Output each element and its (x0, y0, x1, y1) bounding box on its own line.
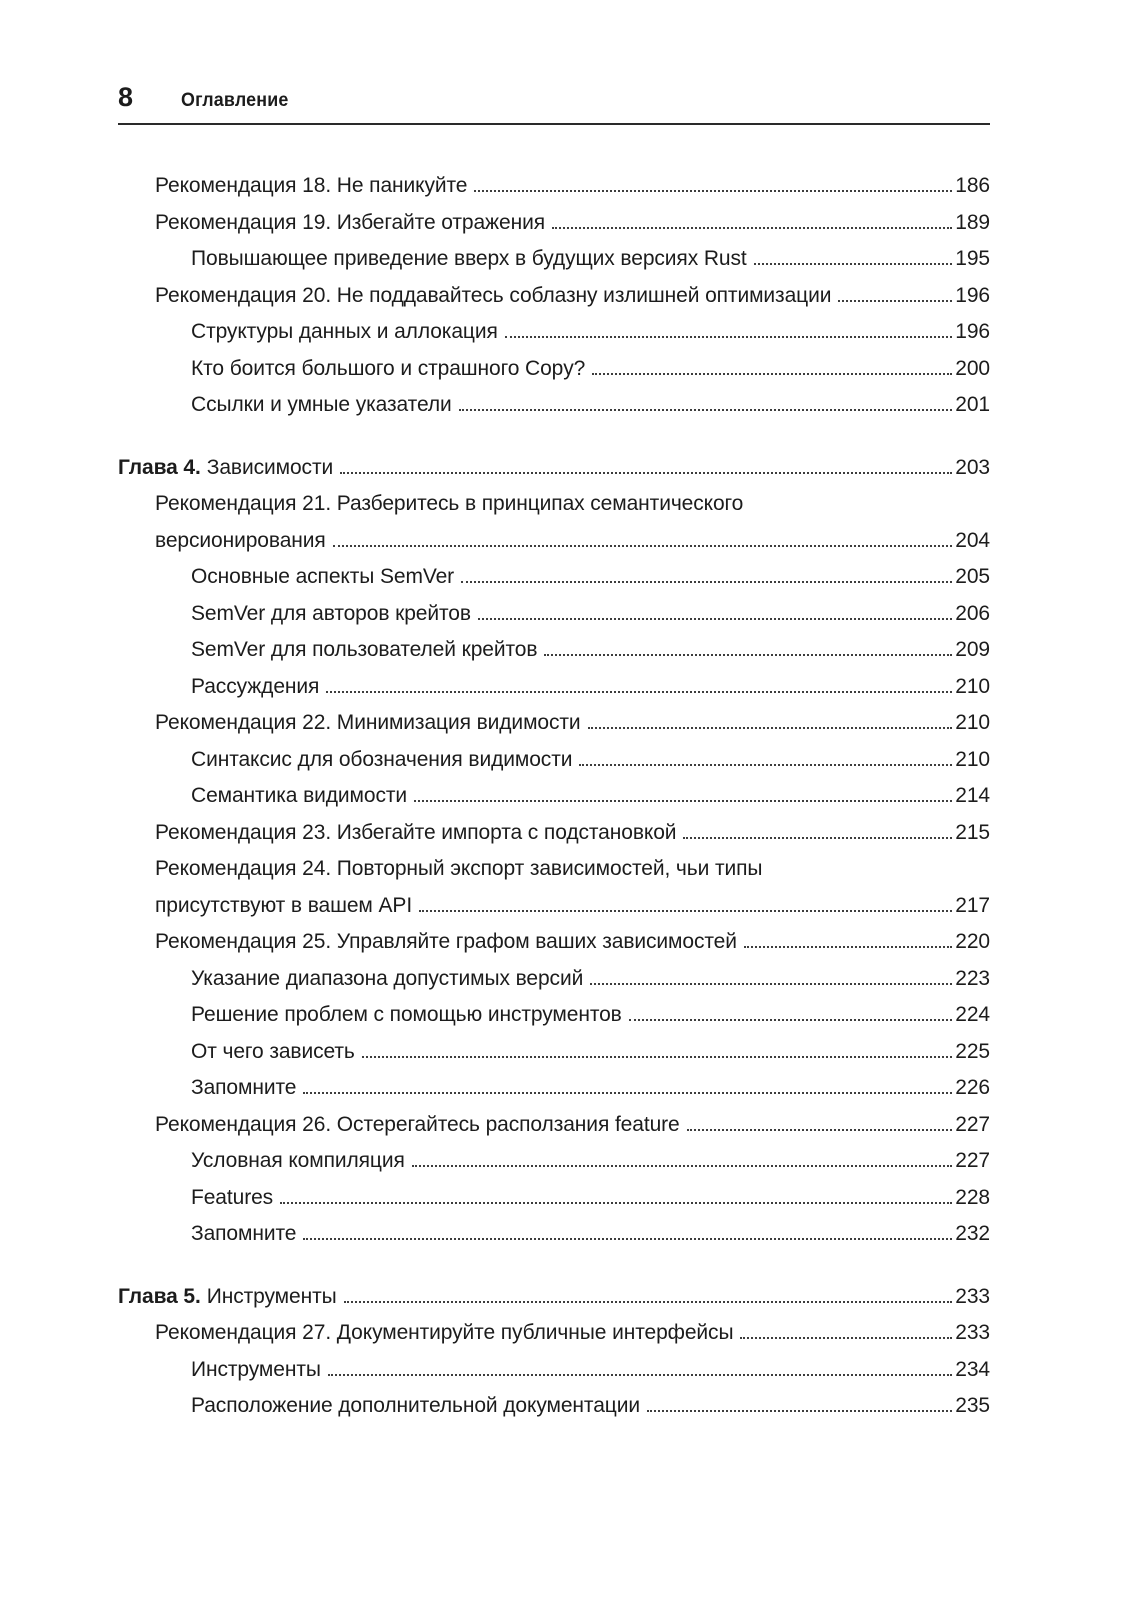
entry-page-number: 235 (955, 1394, 990, 1417)
entry-title-first-line: Рекомендация 24. Повторный экспорт зависимостей, чьи типы (155, 857, 763, 880)
toc-chapter-entry (118, 450, 990, 487)
entry-page-number: 210 (955, 711, 990, 734)
entry-title: Повышающее приведение вверх в будущих версиях Rust (191, 247, 747, 270)
entry-page-number: 233 (955, 1321, 990, 1344)
dotted-leader (579, 764, 952, 766)
toc-entry (118, 1143, 990, 1180)
toc-entry-line (191, 387, 990, 424)
dotted-leader (629, 1019, 953, 1021)
entry-title: Инструменты (191, 1357, 321, 1381)
toc-entry (118, 1352, 990, 1389)
entry-title: Инструменты (206, 1284, 337, 1308)
entry-page-number: 224 (955, 1003, 990, 1026)
dotted-leader (326, 691, 952, 693)
entry-page-number: 220 (955, 930, 990, 953)
dotted-leader (328, 1374, 952, 1376)
toc-entry (118, 596, 990, 633)
toc-entry (118, 486, 990, 559)
entry-title: присутствуют в вашем API (155, 893, 413, 917)
toc-entry (118, 851, 990, 924)
entry-title: Зависимости (206, 455, 334, 479)
dotted-leader (544, 654, 952, 656)
toc-entry-line (191, 1216, 990, 1253)
toc-entry (118, 278, 990, 315)
toc-entry-line (155, 523, 990, 560)
dotted-leader (592, 373, 952, 375)
toc-entry-line (191, 997, 990, 1034)
entry-title-first-line: Рекомендация 21. Разберитесь в принципах семантического (155, 492, 744, 515)
toc-entry (118, 705, 990, 742)
entry-page-number: 189 (955, 210, 990, 234)
dotted-leader (340, 472, 952, 474)
toc-entry-line (191, 559, 990, 596)
entry-title: От чего зависеть (191, 1039, 355, 1063)
toc-entry-line (191, 669, 990, 706)
entry-title: Кто боится большого и страшного Copy? (191, 356, 586, 380)
toc-entry (118, 742, 990, 779)
chapter-label: Глава 4. (118, 455, 201, 479)
folio-page-number: 8 (118, 82, 134, 112)
toc-entry (118, 1388, 990, 1425)
toc-entry-line (191, 241, 990, 278)
toc-entry-line (155, 278, 990, 315)
toc-entry-line (155, 205, 990, 242)
chapter-label: Глава 5. (118, 1284, 201, 1308)
entry-title: Features (191, 1185, 274, 1209)
entry-page-number: 215 (955, 820, 990, 844)
entry-page-number: 210 (955, 674, 990, 698)
entry-page-number: 209 (955, 638, 990, 661)
dotted-leader (552, 227, 952, 229)
entry-title: Расположение дополнительной документации (191, 1394, 640, 1417)
toc-entry (118, 1180, 990, 1217)
dotted-leader (280, 1202, 952, 1204)
dotted-leader (333, 545, 953, 547)
dotted-leader (412, 1165, 953, 1167)
toc-entry (118, 205, 990, 242)
toc-entry (118, 241, 990, 278)
entry-page-number: 234 (955, 1357, 990, 1381)
entry-page-number: 206 (955, 601, 990, 625)
dotted-leader (478, 618, 952, 620)
entry-page-number: 223 (955, 966, 990, 990)
toc-entry (118, 961, 990, 998)
toc-entry (118, 1315, 990, 1352)
dotted-leader (362, 1056, 952, 1058)
toc-entry (118, 1216, 990, 1253)
toc-entry-line (191, 351, 990, 388)
entry-title: Рекомендация 26. Остерегайтесь расползания feature (155, 1112, 680, 1136)
entry-page-number: 210 (955, 747, 990, 771)
entry-page-number: 226 (955, 1076, 990, 1099)
toc-entry-line (191, 314, 990, 351)
toc-entry-line (155, 888, 990, 925)
toc-entry-line (155, 815, 990, 852)
toc-entry (118, 168, 990, 205)
running-head (0, 0, 1138, 125)
entry-title: Рекомендация 20. Не поддавайтесь соблазну излишней оптимизации (155, 283, 832, 307)
entry-title: Запомните (191, 1222, 297, 1245)
dotted-leader (683, 837, 952, 839)
toc-entry-line (191, 1180, 990, 1217)
toc-entry-line (191, 1143, 990, 1180)
entry-page-number: 217 (955, 893, 990, 917)
toc-entry (118, 1107, 990, 1144)
entry-title: Рекомендация 27. Документируйте публичные интерфейсы (155, 1321, 734, 1344)
entry-title: Рекомендация 19. Избегайте отражения (155, 210, 545, 234)
entry-title: Рекомендация 18. Не паникуйте (155, 174, 468, 197)
toc-entry-line (155, 168, 990, 205)
toc-entry-line (191, 1070, 990, 1107)
dotted-leader (687, 1129, 953, 1131)
toc-entry-line (191, 1352, 990, 1389)
entry-title: версионирования (155, 528, 326, 552)
toc-chapter-entry (118, 1279, 990, 1316)
toc-entry-line (155, 1315, 990, 1352)
toc-entry-line (155, 924, 990, 961)
toc-entry (118, 314, 990, 351)
toc-entry-line (191, 961, 990, 998)
running-head-row (118, 82, 990, 113)
entry-title: Рекомендация 23. Избегайте импорта с подстановкой (155, 820, 677, 844)
toc-entry-line (155, 1107, 990, 1144)
dotted-leader (461, 581, 952, 583)
entry-page-number: 233 (955, 1284, 990, 1308)
entry-page-number: 232 (955, 1222, 990, 1245)
toc-entry (118, 387, 990, 424)
entry-page-number: 227 (955, 1112, 990, 1136)
entry-title: Рекомендация 25. Управляйте графом ваших зависимостей (155, 930, 737, 953)
entry-title: Рассуждения (191, 674, 320, 698)
dotted-leader (505, 336, 952, 338)
toc-entry-line (118, 450, 990, 487)
toc-entry (118, 778, 990, 815)
entry-page-number: 203 (955, 455, 990, 479)
entry-page-number: 196 (955, 320, 990, 343)
toc-entry-line (118, 1279, 990, 1316)
toc-entry-line (191, 1034, 990, 1071)
dotted-leader (303, 1238, 952, 1240)
toc-entry-line (191, 632, 990, 669)
entry-title: SemVer для авторов крейтов (191, 601, 471, 625)
dotted-leader (344, 1301, 953, 1303)
toc-entry (118, 1034, 990, 1071)
toc-entry-line (191, 596, 990, 633)
entry-page-number: 204 (955, 528, 990, 552)
entry-title: Основные аспекты SemVer (191, 565, 455, 588)
entry-page-number: 196 (955, 283, 990, 307)
toc-list (0, 125, 1138, 1425)
entry-page-number: 227 (955, 1149, 990, 1172)
entry-title: Решение проблем с помощью инструментов (191, 1003, 622, 1026)
entry-page-number: 228 (955, 1185, 990, 1209)
toc-entry (118, 924, 990, 961)
entry-title: Условная компиляция (191, 1149, 405, 1172)
dotted-leader (590, 983, 952, 985)
toc-entry-line (191, 742, 990, 779)
toc-entry-line (155, 705, 990, 742)
entry-title: Синтаксис для обозначения видимости (191, 747, 573, 771)
toc-entry (118, 351, 990, 388)
dotted-leader (414, 800, 952, 802)
entry-page-number: 214 (955, 784, 990, 807)
toc-entry-line (191, 1388, 990, 1425)
entry-page-number: 195 (955, 247, 990, 270)
dotted-leader (744, 946, 952, 948)
dotted-leader (459, 409, 953, 411)
toc-entry (118, 815, 990, 852)
entry-title: Указание диапазона допустимых версий (191, 966, 584, 990)
entry-title: Рекомендация 22. Минимизация видимости (155, 711, 581, 734)
toc-entry-line (191, 778, 990, 815)
toc-entry (118, 997, 990, 1034)
toc-entry (118, 632, 990, 669)
dotted-leader (754, 263, 953, 265)
toc-entry (118, 559, 990, 596)
entry-page-number: 225 (955, 1039, 990, 1063)
entry-title: Семантика видимости (191, 784, 408, 807)
toc-entry (118, 1070, 990, 1107)
dotted-leader (419, 910, 952, 912)
running-head-title: Оглавление (180, 90, 289, 111)
entry-title: Структуры данных и аллокация (191, 320, 498, 343)
dotted-leader (474, 190, 952, 192)
dotted-leader (303, 1092, 952, 1094)
dotted-leader (588, 727, 953, 729)
toc-entry (118, 669, 990, 706)
entry-title: SemVer для пользователей крейтов (191, 638, 538, 661)
entry-page-number: 200 (955, 356, 990, 380)
entry-title: Ссылки и умные указатели (191, 393, 452, 416)
dotted-leader (740, 1337, 952, 1339)
dotted-leader (647, 1410, 952, 1412)
dotted-leader (838, 300, 952, 302)
entry-page-number: 201 (955, 393, 990, 416)
entry-title: Запомните (191, 1076, 297, 1099)
entry-page-number: 186 (955, 174, 990, 197)
entry-page-number: 205 (955, 565, 990, 588)
